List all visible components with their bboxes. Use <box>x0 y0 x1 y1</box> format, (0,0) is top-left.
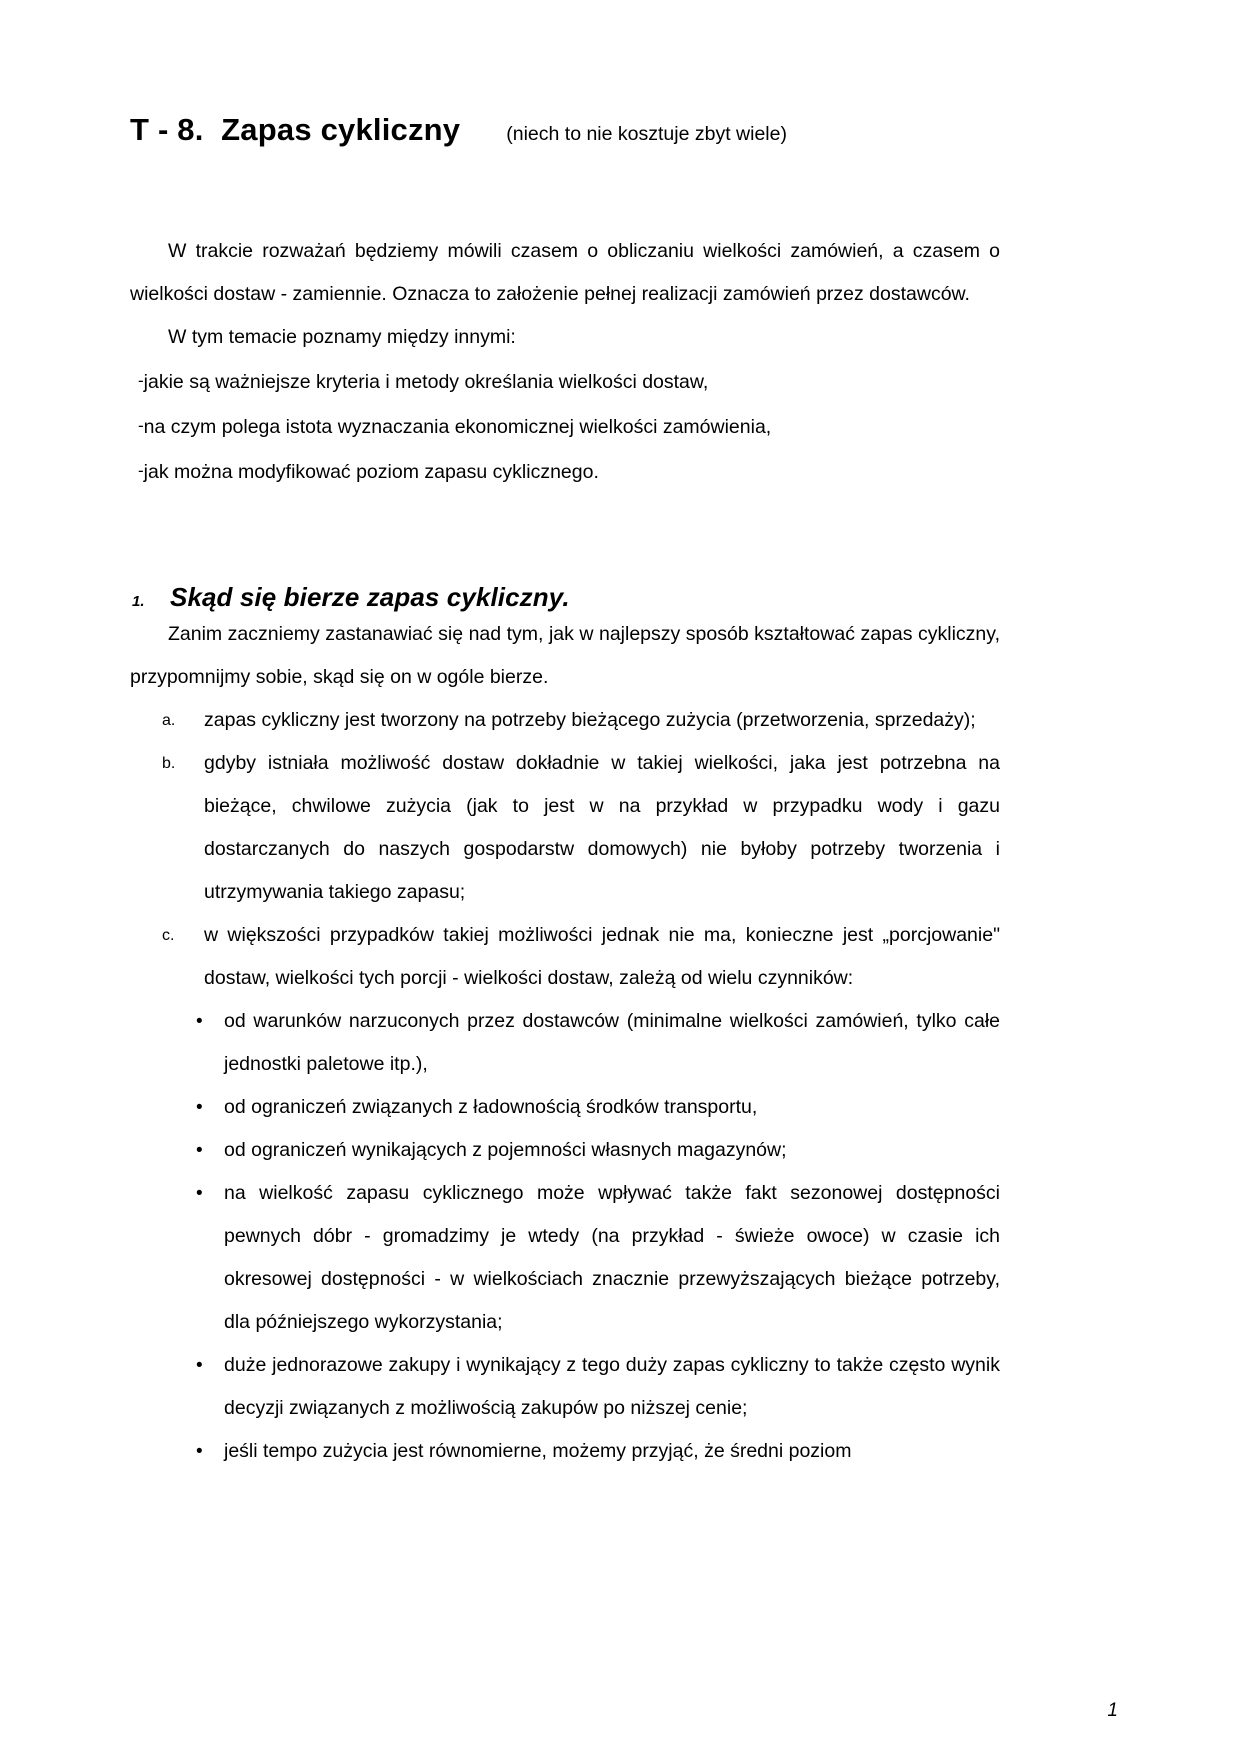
list-item <box>130 1172 1000 1344</box>
list-item-marker: b. <box>162 755 176 772</box>
list-item-text: w większości przypadków takiej możliwości jednak nie ma, konieczne jest „porcjowanie" dostaw, wielkości tych porcji - wielkości dostaw, zależą od wielu czynników: <box>204 924 1000 989</box>
page-title-main: T - 8. Zapas cykliczny <box>130 112 461 147</box>
list-item-text: zapas cykliczny jest tworzony na potrzeby bieżącego zużycia (przetworzenia, sprzedaży); <box>204 709 976 731</box>
bullet-item-text: duże jednorazowe zakupy i wynikający z tego duży zapas cykliczny to także często wynik decyzji związanych z możliwością zakupów po niższej cenie; <box>224 1354 1000 1419</box>
list-item <box>130 699 1000 742</box>
bullet-icon: • <box>196 1097 203 1118</box>
dash-item-text: jak można modyfikować poziom zapasu cyklicznego. <box>143 461 599 483</box>
list-item <box>130 914 1000 1000</box>
list-item-marker: a. <box>162 712 176 729</box>
list-item <box>130 742 1000 914</box>
list-item <box>130 1000 1000 1086</box>
list-item <box>130 1129 1000 1172</box>
section-1-alpha-list <box>130 699 1000 1000</box>
dash-list-item <box>130 359 1000 404</box>
section-1-number: 1. <box>132 593 145 610</box>
bullet-icon: • <box>196 1355 203 1376</box>
bullet-item-text: od ograniczeń związanych z ładownością środków transportu, <box>224 1096 758 1118</box>
dash-marker: - <box>138 371 144 390</box>
page-title-note: (niech to nie kosztuje zbyt wiele) <box>506 123 787 145</box>
intro-paragraph-2: W tym temacie poznamy między innymi: <box>168 326 516 348</box>
page-number: 1 <box>1107 1700 1118 1721</box>
bullet-item-text: od warunków narzuconych przez dostawców (minimalne wielkości zamówień, tylko całe jednostki paletowe itp.), <box>224 1010 1000 1075</box>
spacer-before-section <box>130 494 1000 582</box>
section-1-heading <box>130 582 1000 613</box>
section-1-lead-paragraph: Zanim zaczniemy zastanawiać się nad tym, jak w najlepszy sposób kształtować zapas cykliczny, przypomnijmy sobie, skąd się on w ogóle bierze. <box>130 623 1000 688</box>
bullet-icon: • <box>196 1183 203 1204</box>
spacer-after-title <box>130 148 1000 230</box>
list-item-marker: c. <box>162 927 175 944</box>
list-item <box>130 1430 1000 1473</box>
list-item <box>130 1086 1000 1129</box>
bullet-item-text: od ograniczeń wynikających z pojemności własnych magazynów; <box>224 1139 787 1161</box>
dash-marker: - <box>138 461 144 480</box>
list-item <box>130 1344 1000 1430</box>
intro-dash-list <box>130 359 1000 494</box>
bullet-icon: • <box>196 1140 203 1161</box>
dash-item-text: na czym polega istota wyznaczania ekonomicznej wielkości zamówienia, <box>143 416 772 438</box>
section-1-title: Skąd się bierze zapas cykliczny. <box>170 582 570 612</box>
bullet-icon: • <box>196 1441 203 1462</box>
bullet-item-text: jeśli tempo zużycia jest równomierne, możemy przyjąć, że średni poziom <box>224 1440 852 1462</box>
page-title <box>130 104 1000 148</box>
section-1-bullet-list <box>130 1000 1000 1473</box>
intro-paragraph-1: W trakcie rozważań będziemy mówili czasem o obliczaniu wielkości zamówień, a czasem o wielkości dostaw - zamiennie. Oznacza to założenie pełnej realizacji zamówień przez dostawców. <box>130 240 1000 305</box>
dash-list-item <box>130 404 1000 449</box>
dash-item-text: jakie są ważniejsze kryteria i metody określania wielkości dostaw, <box>143 371 709 393</box>
bullet-icon: • <box>196 1011 203 1032</box>
dash-marker: - <box>138 416 144 435</box>
dash-list-item <box>130 449 1000 494</box>
bullet-item-text: na wielkość zapasu cyklicznego może wpływać także fakt sezonowej dostępności pewnych dóbr - gromadzimy je wtedy (na przykład - świeże owoce) w czasie ich okresowej dostępności - w wielkościach znacznie przewyższających bieżące potrzeby, dla późniejszego wykorzystania; <box>224 1182 1000 1333</box>
list-item-text: gdyby istniała możliwość dostaw dokładnie w takiej wielkości, jaka jest potrzebna na bieżące, chwilowe zużycia (jak to jest w na przykład w przypadku wody i gazu dostarczanych do naszych gospodarstw domowych) nie byłoby potrzeby tworzenia i utrzymywania takiego zapasu; <box>204 752 1000 903</box>
